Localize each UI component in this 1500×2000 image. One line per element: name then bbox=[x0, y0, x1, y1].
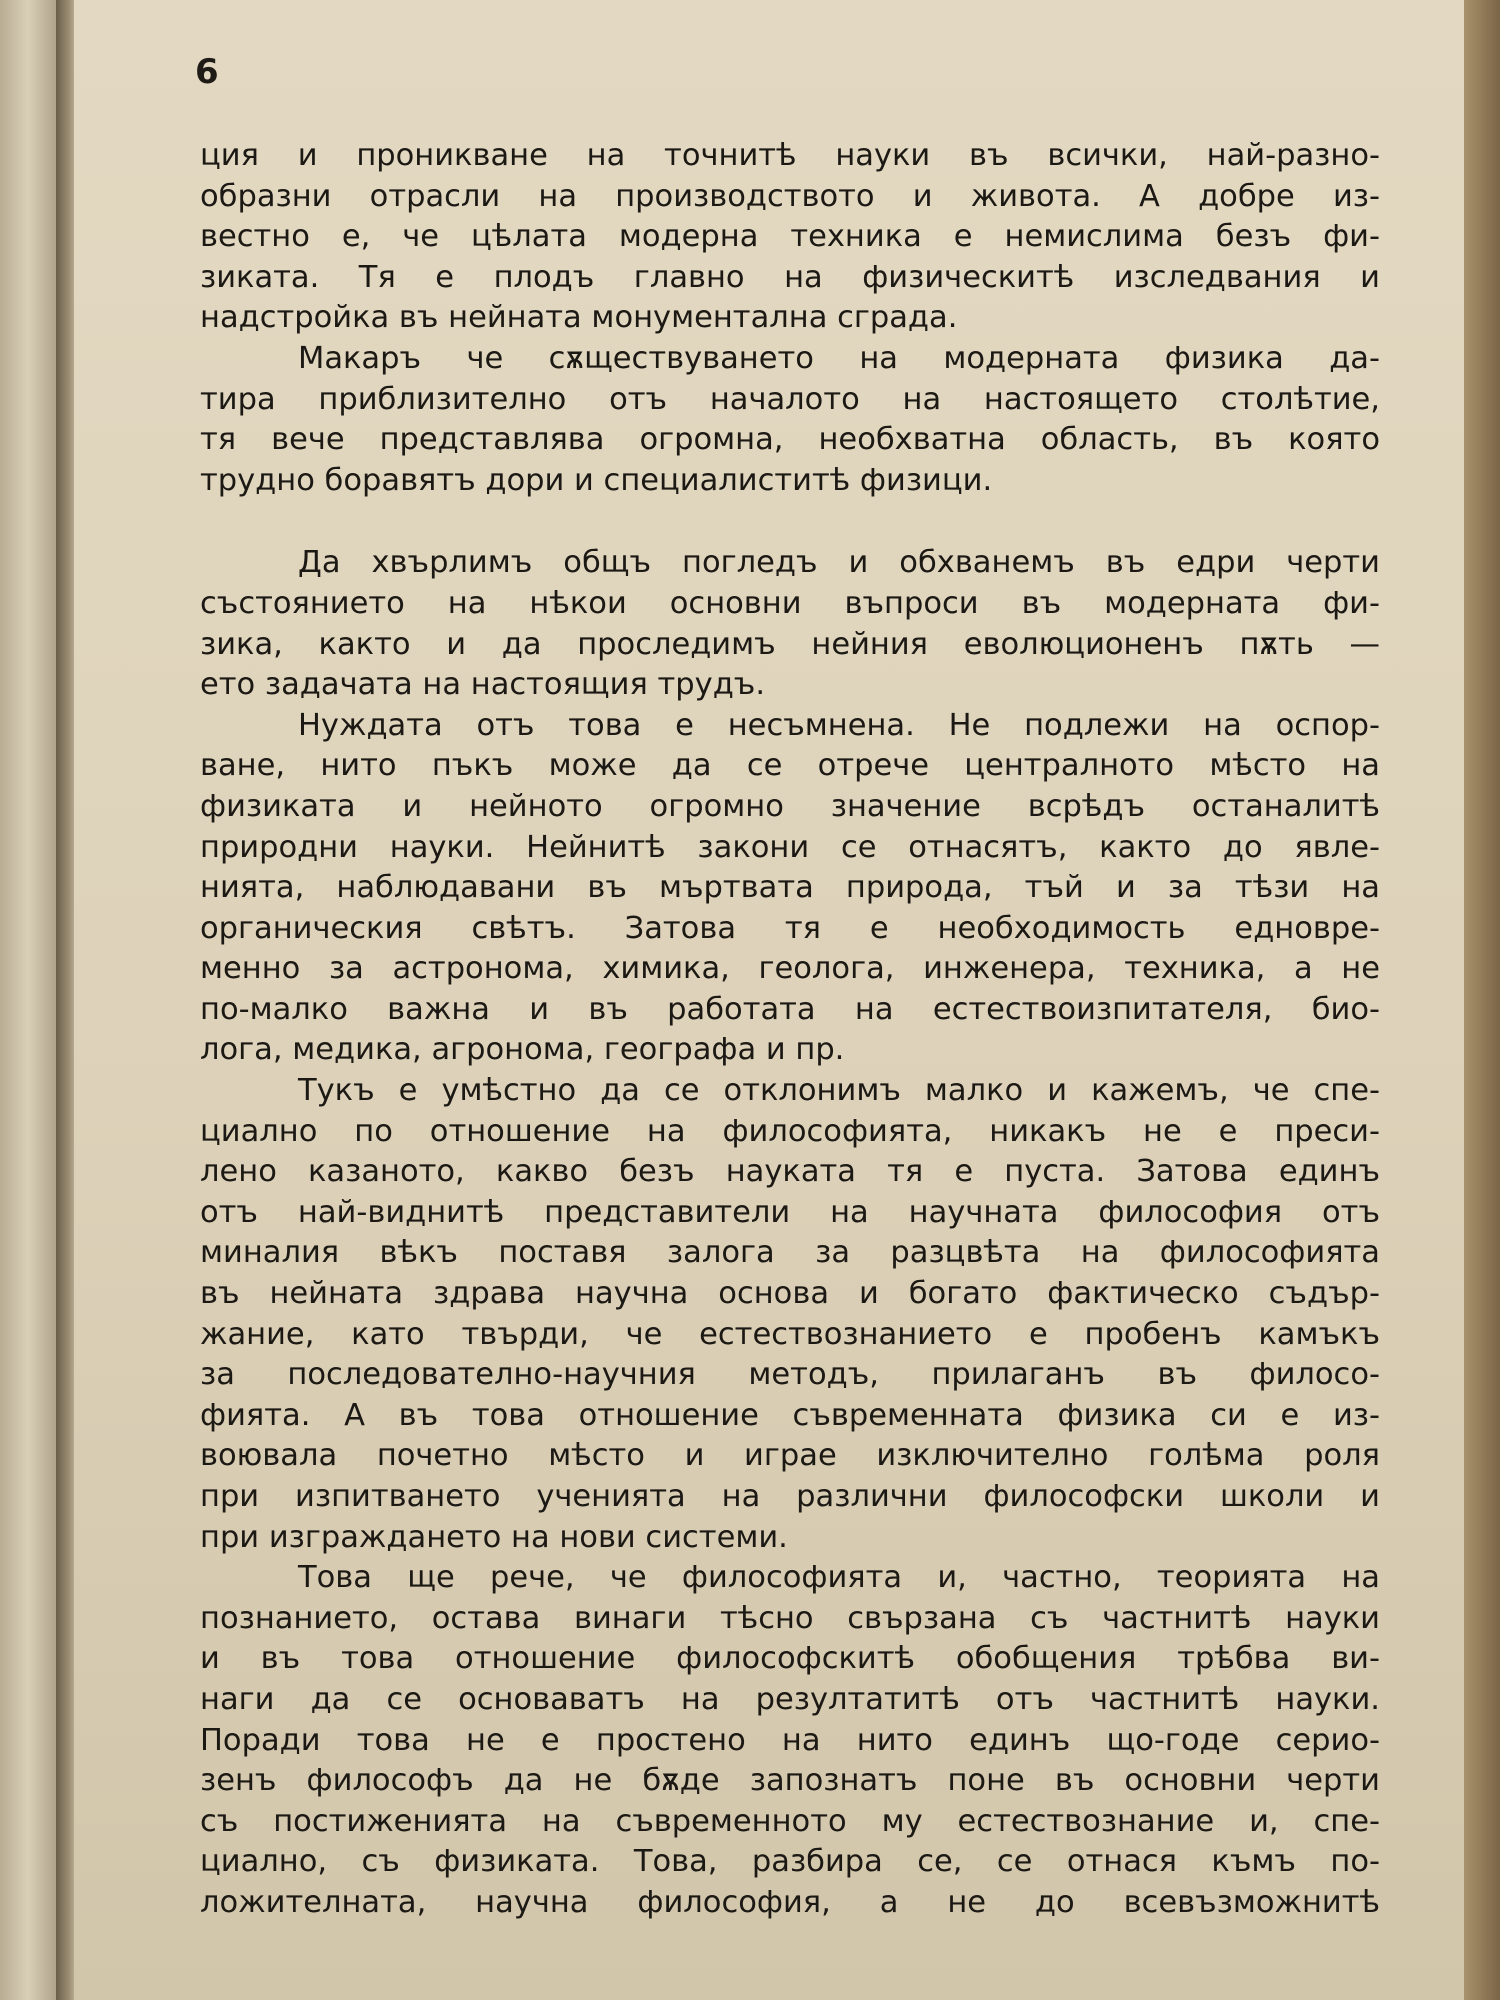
text-line: ване, нито пъкъ може да се отрече централното мѣсто на bbox=[200, 748, 1380, 784]
text-line: ето задачата на настоящия трудъ. bbox=[200, 667, 766, 703]
text-line: по-малко важна и въ работата на естествоизпитателя, био- bbox=[200, 991, 1380, 1027]
text-line: състоянието на нѣкои основни въпроси въ модерната фи- bbox=[200, 585, 1380, 621]
previous-page-edge bbox=[0, 0, 62, 2000]
paragraph bbox=[200, 706, 1380, 1071]
paragraph bbox=[200, 136, 1380, 339]
text-line: циално, съ физиката. Това, разбира се, се отнася къмъ по- bbox=[200, 1844, 1380, 1880]
text-line: отъ най-виднитѣ представители на научната философия отъ bbox=[200, 1194, 1380, 1230]
text-line: и въ това отношение философскитѣ обобщения трѣбва ви- bbox=[200, 1641, 1380, 1677]
text-line: тя вече представлява огромна, необхватна область, въ която bbox=[200, 422, 1380, 458]
paragraph bbox=[200, 339, 1380, 501]
text-line: трудно боравятъ дори и специалиститѣ физици. bbox=[200, 462, 993, 498]
text-line: менно за астронома, химика, геолога, инженера, техника, а не bbox=[200, 951, 1380, 987]
paragraph bbox=[200, 1071, 1380, 1558]
text-line: познанието, остава винаги тѣсно свързана съ частнитѣ науки bbox=[200, 1600, 1380, 1636]
text-line: Това ще рече, че философията и, частно, теорията на bbox=[298, 1560, 1380, 1596]
text-line: лога, медика, агронома, географа и пр. bbox=[200, 1032, 845, 1068]
text-line: наги да се основаватъ на резултатитѣ отъ частнитѣ науки. bbox=[200, 1681, 1380, 1717]
text-line: Нуждата отъ това е несъмнена. Не подлежи на оспор- bbox=[298, 707, 1380, 743]
text-line: Тукъ е умѣстно да се отклонимъ малко и кажемъ, че спе- bbox=[298, 1073, 1380, 1109]
text-line: циално по отношение на философията, никакъ не е преси- bbox=[200, 1113, 1380, 1149]
text-line: природни науки. Нейнитѣ закони се отнасятъ, както до явле- bbox=[200, 829, 1380, 865]
text-line: съ постиженията на съвременното му естествознание и, спе- bbox=[200, 1803, 1380, 1839]
text-line: жание, като твърди, че естествознанието е пробенъ камъкъ bbox=[200, 1316, 1380, 1352]
text-line: при изпитването ученията на различни философски школи и bbox=[200, 1479, 1380, 1514]
text-line: Поради това не е простено на нито единъ що-годе серио- bbox=[200, 1722, 1380, 1758]
text-line: воювала почетно мѣсто и играе изключително голѣма роля bbox=[200, 1438, 1380, 1474]
text-line: въ нейната здрава научна основа и богато фактическо съдър- bbox=[200, 1276, 1380, 1312]
text-line: образни отрасли на производството и живота. А добре из- bbox=[200, 178, 1380, 214]
text-line: Макаръ че сѫществуването на модерната физика да- bbox=[298, 340, 1380, 376]
page-edge-shadow bbox=[1464, 0, 1500, 2000]
paragraph bbox=[200, 1558, 1380, 1923]
text-line: зика, както и да проследимъ нейния еволюционенъ пѫть — bbox=[200, 626, 1380, 662]
text-line: за последователно-научния методъ, прилаганъ въ филосо- bbox=[200, 1357, 1380, 1393]
text-line: ция и проникване на точнитѣ науки въ всички, най-разно- bbox=[200, 138, 1380, 173]
text-line: органическия свѣтъ. Затова тя е необходимость едновре- bbox=[200, 910, 1380, 946]
text-line: тира приблизително отъ началото на настоящето столѣтие, bbox=[200, 381, 1380, 417]
paragraph bbox=[200, 543, 1380, 705]
text-line: лено казаното, какво безъ науката тя е пуста. Затова единъ bbox=[200, 1154, 1380, 1190]
text-line: фията. А въ това отношение съвременната физика си е из- bbox=[200, 1397, 1380, 1433]
page-number: 6 bbox=[195, 52, 219, 92]
text-line: ложителната, научна философия, а не до всевъзможнитѣ bbox=[200, 1884, 1380, 1920]
page-text bbox=[200, 136, 1380, 1924]
text-line: вестно е, че цѣлата модерна техника е немислима безъ фи- bbox=[200, 219, 1380, 255]
text-line: Да хвърлимъ общъ погледъ и обхванемъ въ едри черти bbox=[298, 545, 1380, 581]
text-line: нията, наблюдавани въ мъртвата природа, тъй и за тѣзи на bbox=[200, 870, 1380, 906]
text-line: надстройка въ нейната монументална сграда. bbox=[200, 300, 958, 336]
text-line: зиката. Тя е плодъ главно на физическитѣ изследвания и bbox=[200, 259, 1380, 295]
text-line: при изграждането на нови системи. bbox=[200, 1519, 788, 1555]
text-line: зенъ философъ да не бѫде запознатъ поне въ основни черти bbox=[200, 1763, 1380, 1799]
section-gap bbox=[200, 501, 1380, 543]
text-line: миналия вѣкъ поставя залога за разцвѣта на философията bbox=[200, 1235, 1380, 1271]
text-line: физиката и нейното огромно значение всрѣдъ останалитѣ bbox=[200, 788, 1380, 824]
